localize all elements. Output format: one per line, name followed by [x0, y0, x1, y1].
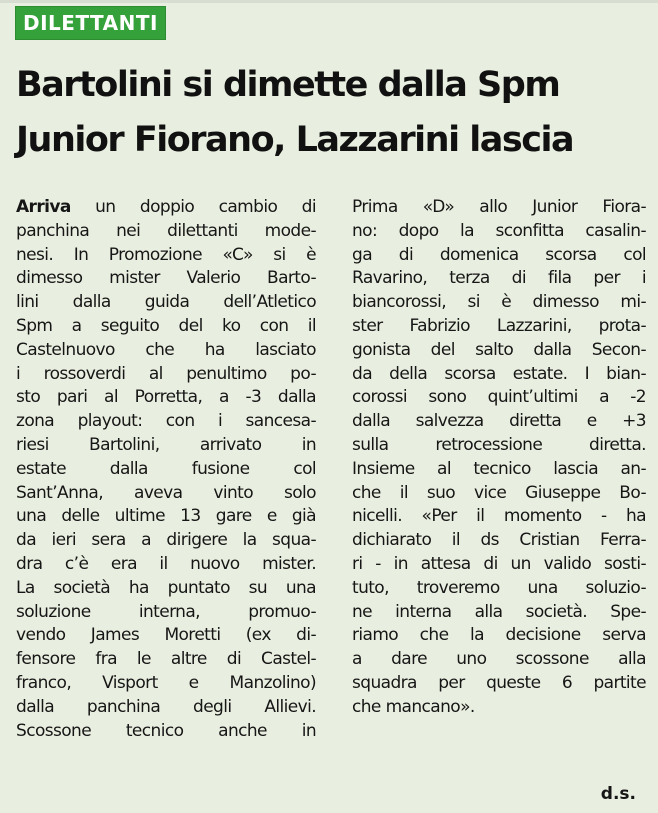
article-line: sulla retrocessione diretta. — [352, 434, 646, 455]
article-line: che mancano». — [352, 696, 475, 717]
headline-line-1: Bartolini si dimette dalla Spm — [16, 65, 560, 105]
article-line: Scossone tecnico anche in — [16, 720, 316, 741]
article-column-left — [16, 196, 316, 743]
article-line: fensore fra le altre di Castel- — [16, 649, 316, 670]
author-signature: d.s. — [600, 784, 636, 804]
article-line: estate dalla fusione col — [16, 458, 316, 479]
article-line: dra c’è era il nuovo mister. — [16, 553, 316, 574]
article-line-rest: un doppio cambio di — [70, 197, 316, 217]
article-line: ne interna alla società. Spe- — [352, 601, 646, 622]
article-line: ster Fabrizio Lazzarini, prota- — [352, 315, 646, 336]
article-line: squadra per queste 6 partite — [352, 672, 646, 693]
article-line: tuto, troveremo una soluzio- — [352, 577, 646, 598]
article-line: dichiarato il ds Cristian Ferra- — [352, 530, 646, 551]
article-line: da della scorsa estate. I bian- — [352, 363, 646, 384]
article-line: biancorossi, si è dimesso mi- — [352, 292, 646, 313]
article-line: soluzione interna, promuo- — [16, 601, 316, 622]
article-line: sto pari al Porretta, a -3 dalla — [16, 387, 316, 408]
article-line: Spm a seguito del ko con il — [16, 315, 316, 336]
lead-word: Arriva — [16, 197, 71, 217]
article-line: franco, Visport e Manzolino) — [16, 672, 316, 693]
headline-line-2: Junior Fiorano, Lazzarini lascia — [16, 120, 574, 160]
article-line: vendo James Moretti (ex di- — [16, 625, 316, 646]
article-line: a dare uno scossone alla — [352, 649, 646, 670]
article-line: Insieme al tecnico lascia an- — [352, 458, 646, 479]
article-column-right — [352, 196, 646, 720]
article-line: una delle ultime 13 gare e già — [16, 506, 316, 527]
article-line: Ravarino, terza di fila per i — [352, 268, 646, 289]
article-line: i rossoverdi al penultimo po- — [16, 363, 316, 384]
article-line: gonista del salto dalla Secon- — [352, 339, 646, 360]
article-line: Castelnuovo che ha lasciato — [16, 339, 316, 360]
article-line: dalla salvezza diretta e +3 — [352, 411, 646, 432]
article-line: nesi. In Promozione «C» si è — [16, 244, 316, 265]
article-line: dalla panchina degli Allievi. — [16, 696, 316, 717]
article-line: corossi sono quint’ultimi a -2 — [352, 387, 646, 408]
article-line: zona playout: con i sancesa- — [16, 411, 316, 432]
article-line: no: dopo la sconfitta casalin- — [352, 220, 646, 241]
article-line: lini dalla guida dell’Atletico — [16, 292, 316, 313]
article-line: panchina nei dilettanti mode- — [16, 220, 316, 241]
article-line: dimesso mister Valerio Barto- — [16, 268, 316, 289]
article-line: La società ha puntato su una — [16, 577, 316, 598]
article-line: Sant’Anna, aveva vinto solo — [16, 482, 316, 503]
article-line: ga di domenica scorsa col — [352, 244, 646, 265]
top-divider — [0, 0, 658, 3]
article-line: nicelli. «Per il momento - ha — [352, 506, 646, 527]
article-line: che il suo vice Giuseppe Bo- — [352, 482, 646, 503]
article-line: riesi Bartolini, arrivato in — [16, 434, 316, 455]
section-tag: DILETTANTI — [15, 6, 166, 40]
headline — [16, 58, 646, 168]
article-line: Prima «D» allo Junior Fiora- — [352, 197, 646, 217]
article-line: ri - in attesa di un valido sosti- — [352, 553, 646, 574]
article-line: da ieri sera a dirigere la squa- — [16, 530, 316, 551]
article-line — [16, 196, 316, 220]
article-line: riamo che la decisione serva — [352, 625, 646, 646]
